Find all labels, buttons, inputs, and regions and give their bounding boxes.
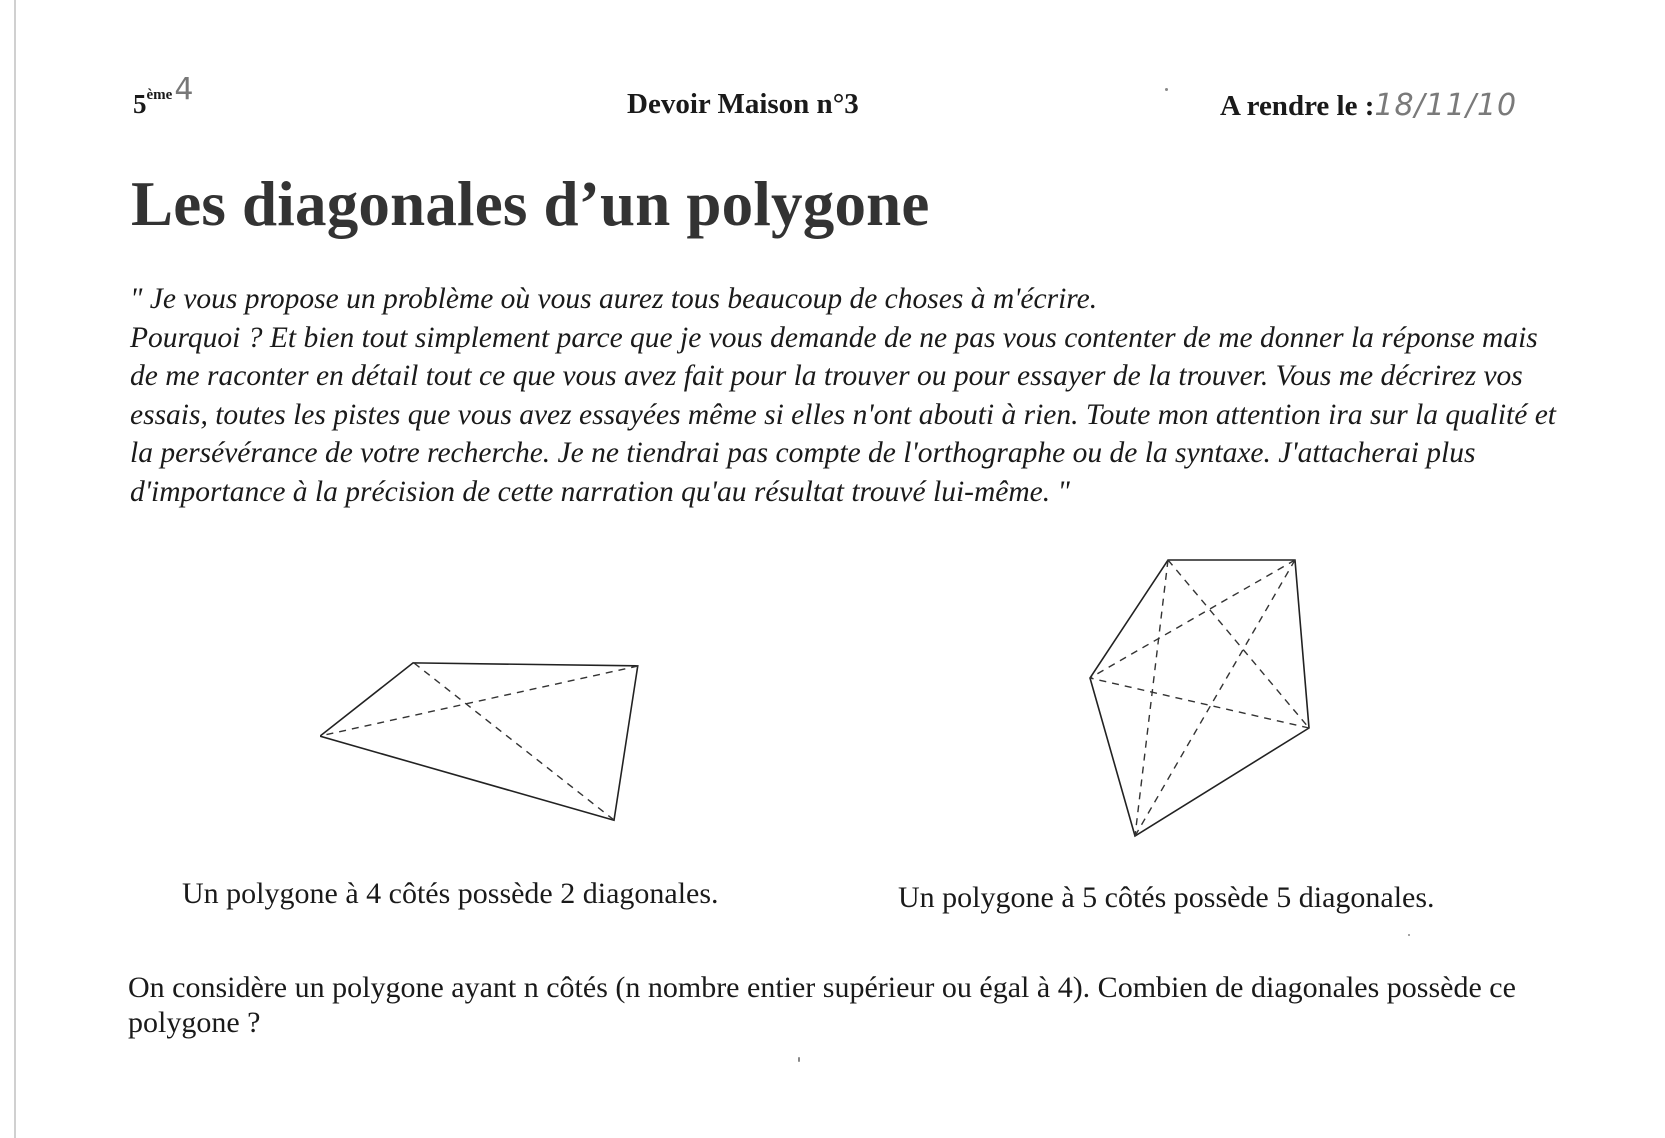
figure-caption-pentagon: Un polygone à 5 côtés possède 5 diagonales. bbox=[898, 881, 1435, 914]
scan-speck bbox=[1408, 934, 1410, 936]
due-label: A rendre le : bbox=[1220, 90, 1375, 122]
class-level bbox=[133, 72, 194, 121]
instructions-quote bbox=[130, 280, 1560, 511]
quote-paragraph: Pourquoi ? Et bien tout simplement parce que je vous demande de ne pas vous contenter de me donner la réponse mais de me raconter en détail tout ce que vous avez fait pour la trouver ou pour essayer de la trouver. Vous me décrirez vos essais, toutes les pistes que vous avez essayées même si elles n'ont abouti à rien. Toute mon attention ira sur la qualité et la persévérance de votre recherche. Je ne tiendrai pas compte de l'orthographe ou de la syntaxe. J'attacherai plus d'importance à la précision de cette narration qu'au résultat trouvé lui-même. " bbox=[130, 321, 1556, 508]
pentagon-diagonal bbox=[1135, 560, 1295, 836]
quote-first-line: " Je vous propose un problème où vous aurez tous beaucoup de choses à m'écrire. bbox=[130, 283, 1098, 315]
quadrilateral-diagonal bbox=[320, 666, 638, 736]
due-date-handwritten: 18/11/10 bbox=[1374, 88, 1518, 123]
class-level-suffix: ème bbox=[146, 87, 173, 103]
figure-caption-quadrilateral: Un polygone à 4 côtés possède 2 diagonales. bbox=[182, 877, 719, 910]
quadrilateral-figure bbox=[320, 655, 640, 835]
scan-speck bbox=[1165, 88, 1168, 91]
class-handwritten: 4 bbox=[174, 72, 194, 107]
pentagon-diagonal bbox=[1090, 560, 1295, 678]
quadrilateral-diagonal bbox=[414, 663, 614, 820]
pentagon-outline bbox=[1090, 560, 1309, 836]
pentagon-figure bbox=[1080, 550, 1340, 850]
assignment-label: Devoir Maison n°3 bbox=[627, 88, 859, 120]
quadrilateral-outline bbox=[320, 663, 638, 820]
page-title: Les diagonales d’un polygone bbox=[131, 169, 930, 239]
scan-speck bbox=[798, 1057, 800, 1062]
pentagon-diagonal bbox=[1090, 678, 1309, 728]
question-text: On considère un polygone ayant n côtés (n nombre entier supérieur ou égal à 4). Combien de diagonales possède ce polygone ? bbox=[128, 971, 1516, 1039]
class-level-number: 5 bbox=[133, 89, 147, 119]
page-edge bbox=[14, 0, 16, 1138]
due-date bbox=[1220, 88, 1517, 123]
pentagon-diagonal bbox=[1168, 560, 1309, 728]
